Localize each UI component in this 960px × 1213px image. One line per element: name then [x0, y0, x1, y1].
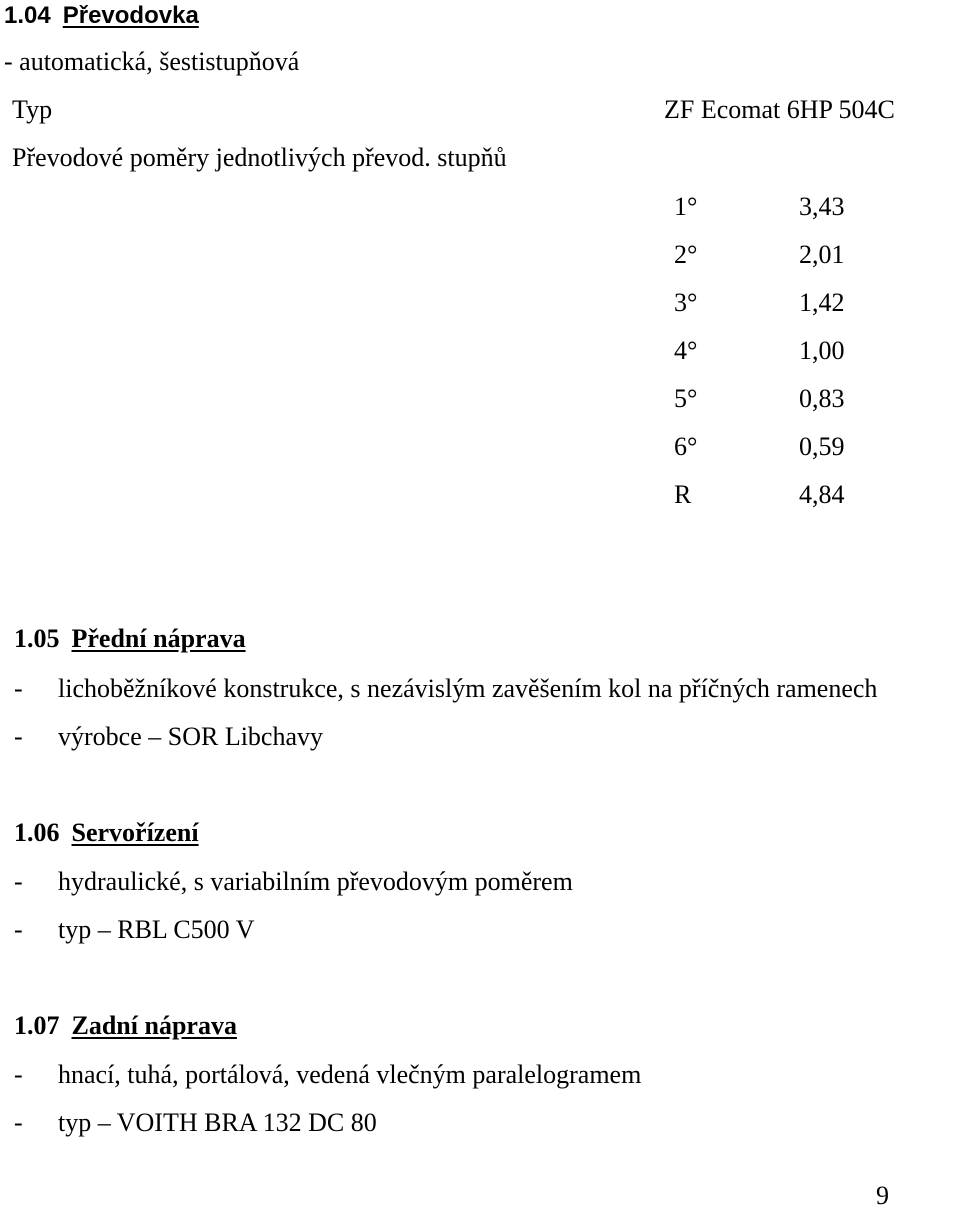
list-item [14, 915, 255, 944]
section-number: 1.05 [14, 624, 60, 653]
section-title: Přední náprava [71, 624, 246, 653]
gear-ratio: 2,01 [799, 240, 845, 269]
bullet-dash: - [14, 674, 23, 703]
gear-label: 3° [674, 288, 698, 317]
list-item-text: hnací, tuhá, portálová, vedená vlečným paralelogramem [58, 1060, 642, 1089]
section-number: 1.04 [4, 2, 51, 29]
list-item [14, 1060, 642, 1089]
list-item-text: typ – VOITH BRA 132 DC 80 [58, 1108, 377, 1137]
page-number: 9 [876, 1181, 889, 1210]
bullet-dash: - [14, 1060, 23, 1089]
list-item [14, 867, 573, 896]
gear-ratio: 1,00 [799, 336, 845, 365]
list-item [14, 722, 324, 751]
list-item-text: hydraulické, s variabilním převodovým poměrem [58, 867, 573, 896]
gear-label: 5° [674, 384, 698, 413]
bullet-dash: - [14, 1108, 23, 1137]
bullet-dash: - [14, 915, 23, 944]
list-item-text: typ – RBL C500 V [58, 915, 255, 944]
gear-label: 2° [674, 240, 698, 269]
section-heading-1-05 [14, 626, 246, 652]
gear-label: 4° [674, 336, 698, 365]
list-item [14, 1108, 377, 1137]
gear-label: 6° [674, 432, 698, 461]
ratios-label: Převodové poměry jednotlivých převod. stupňů [12, 143, 507, 172]
gear-ratio: 0,59 [799, 432, 845, 461]
gear-label: 1° [674, 192, 698, 221]
list-item-text: lichoběžníkové konstrukce, s nezávislým zavěšením kol na příčných ramenech [58, 674, 878, 703]
list-item [14, 674, 878, 703]
section-title: Převodovka [62, 2, 199, 29]
gear-ratio: 1,42 [799, 288, 845, 317]
section-heading-1-04 [4, 4, 199, 28]
type-label: Typ [12, 95, 53, 124]
section-title: Servořízení [71, 818, 199, 847]
bullet-dash: - [14, 722, 23, 751]
section-heading-1-06 [14, 820, 199, 846]
section-title: Zadní náprava [71, 1011, 237, 1040]
gear-label: R [674, 480, 692, 509]
gear-ratio: 4,84 [799, 480, 845, 509]
section-heading-1-07 [14, 1013, 237, 1039]
gear-ratio: 3,43 [799, 192, 845, 221]
transmission-description: - automatická, šestistupňová [4, 47, 300, 76]
section-number: 1.07 [14, 1011, 60, 1040]
type-value: ZF Ecomat 6HP 504C [664, 95, 895, 124]
bullet-dash: - [14, 867, 23, 896]
list-item-text: výrobce – SOR Libchavy [58, 722, 324, 751]
section-number: 1.06 [14, 818, 60, 847]
gear-ratio: 0,83 [799, 384, 845, 413]
